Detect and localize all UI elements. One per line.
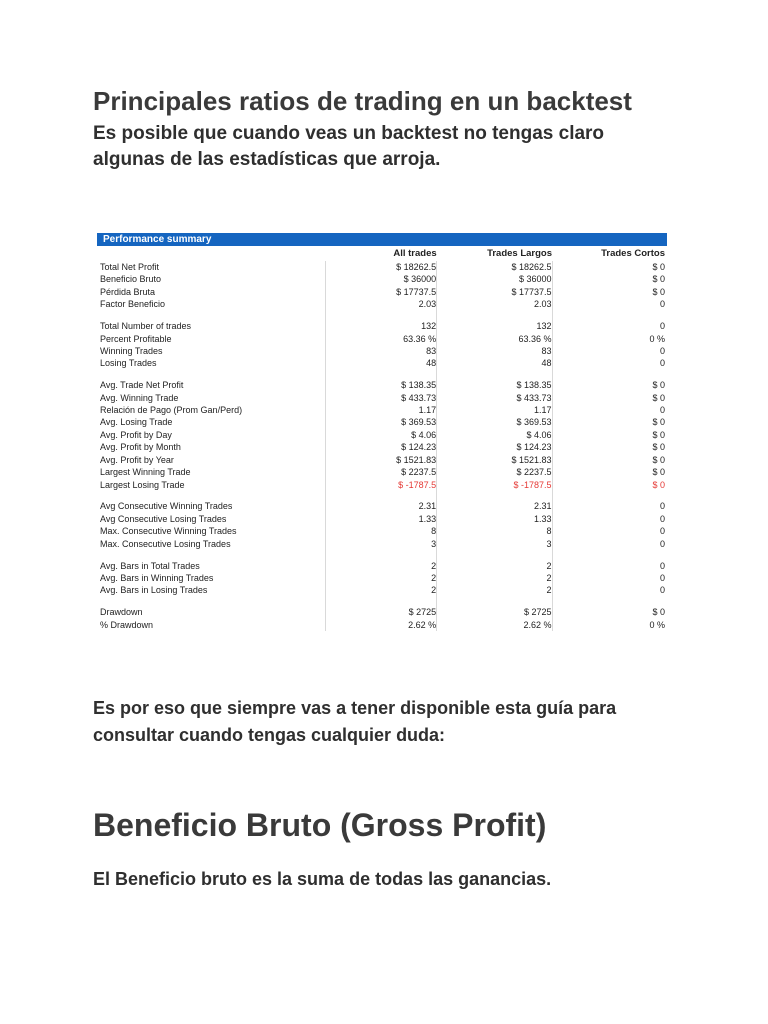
table-row — [97, 441, 667, 453]
cell-trades-largos: 3 — [437, 538, 552, 550]
table-row — [97, 560, 667, 572]
table-row — [97, 345, 667, 357]
cell-trades-largos: $ 17737.5 — [437, 286, 552, 298]
table-row — [97, 454, 667, 466]
cell-trades-cortos: $ 0 — [552, 606, 667, 618]
table-row — [97, 357, 667, 369]
cell-all-trades: 2.03 — [326, 298, 437, 310]
cell-trades-cortos: $ 0 — [552, 416, 667, 428]
row-label: Avg Consecutive Losing Trades — [100, 513, 227, 524]
cell-trades-largos: $ 4.06 — [437, 429, 552, 441]
group-spacer — [97, 370, 667, 380]
row-label: Drawdown — [100, 607, 143, 618]
cell-trades-largos: 8 — [437, 525, 552, 537]
cell-trades-cortos: 0 — [552, 298, 667, 310]
cell-trades-largos: 2.62 % — [437, 619, 552, 631]
table-row — [97, 416, 667, 428]
cell-trades-cortos: 0 — [552, 584, 667, 596]
table-row — [97, 286, 667, 298]
cell-trades-largos: 48 — [437, 357, 552, 369]
table-row — [97, 606, 667, 618]
column-header-label — [97, 246, 326, 261]
cell-trades-cortos: 0 — [552, 500, 667, 512]
cell-all-trades: $ 18262.5 — [326, 261, 437, 273]
cell-trades-largos: $ 138.35 — [437, 379, 552, 391]
cell-all-trades: $ 138.35 — [326, 379, 437, 391]
row-label: Avg. Bars in Losing Trades — [100, 585, 208, 596]
cell-all-trades: $ 36000 — [326, 273, 437, 285]
page-title: Principales ratios de trading en un backtest — [93, 86, 632, 116]
cell-all-trades: 8 — [326, 525, 437, 537]
cell-trades-cortos: 0 — [552, 404, 667, 416]
intro-paragraph: Es por eso que siempre vas a tener disponible esta guía para consultar cuando tengas cualquier duda: — [93, 698, 617, 745]
cell-trades-cortos: 0 — [552, 320, 667, 332]
row-label: Percent Profitable — [100, 333, 172, 344]
row-label: Beneficio Bruto — [100, 274, 162, 285]
cell-trades-largos: 63.36 % — [437, 333, 552, 345]
row-label: Largest Winning Trade — [100, 467, 191, 478]
cell-trades-cortos: 0 — [552, 513, 667, 525]
cell-trades-largos: $ -1787.5 — [437, 479, 552, 491]
cell-trades-largos: $ 2237.5 — [437, 466, 552, 478]
row-label: Factor Beneficio — [100, 299, 166, 310]
cell-trades-largos: 132 — [437, 320, 552, 332]
section-heading: Beneficio Bruto (Gross Profit) — [93, 807, 547, 843]
cell-trades-largos: $ 36000 — [437, 273, 552, 285]
column-header-trades-largos: Trades Largos — [487, 248, 553, 259]
cell-all-trades: $ 369.53 — [326, 416, 437, 428]
table-row — [97, 619, 667, 631]
row-label: Largest Losing Trade — [100, 479, 185, 490]
cell-trades-cortos: $ 0 — [552, 273, 667, 285]
table-row — [97, 333, 667, 345]
page-subtitle: Es posible que cuando veas un backtest no tengas claro algunas de las estadísticas que arroja. — [93, 123, 605, 170]
cell-all-trades: 3 — [326, 538, 437, 550]
table-row — [97, 429, 667, 441]
cell-trades-largos: $ 124.23 — [437, 441, 552, 453]
row-label: % Drawdown — [100, 619, 154, 630]
row-label: Total Number of trades — [100, 321, 192, 332]
cell-all-trades: 2.31 — [326, 500, 437, 512]
row-label: Relación de Pago (Prom Gan/Perd) — [100, 405, 243, 416]
table-row — [97, 273, 667, 285]
cell-trades-cortos: $ 0 — [552, 286, 667, 298]
row-label: Avg. Bars in Winning Trades — [100, 572, 214, 583]
table-body — [97, 261, 667, 631]
cell-trades-cortos: $ 0 — [552, 392, 667, 404]
group-spacer — [97, 491, 667, 501]
cell-trades-largos: 2.03 — [437, 298, 552, 310]
row-label: Max. Consecutive Losing Trades — [100, 538, 231, 549]
row-label: Avg. Trade Net Profit — [100, 380, 184, 391]
cell-trades-cortos: $ 0 — [552, 261, 667, 273]
cell-all-trades: 1.33 — [326, 513, 437, 525]
row-label: Losing Trades — [100, 358, 157, 369]
cell-trades-largos: $ 2725 — [437, 606, 552, 618]
row-label: Avg. Profit by Day — [100, 429, 172, 440]
group-spacer — [97, 311, 667, 321]
cell-trades-largos: $ 369.53 — [437, 416, 552, 428]
row-label: Avg. Profit by Month — [100, 442, 181, 453]
row-label: Avg. Bars in Total Trades — [100, 560, 200, 571]
cell-trades-largos: 83 — [437, 345, 552, 357]
section-text: El Beneficio bruto es la suma de todas las ganancias. — [93, 869, 552, 889]
cell-all-trades: $ 1521.83 — [326, 454, 437, 466]
cell-all-trades: 2 — [326, 584, 437, 596]
table-row — [97, 320, 667, 332]
group-spacer — [97, 550, 667, 560]
table-row — [97, 572, 667, 584]
cell-trades-cortos: 0 — [552, 538, 667, 550]
cell-all-trades: 2 — [326, 560, 437, 572]
row-label: Avg. Profit by Year — [100, 454, 174, 465]
cell-trades-cortos: 0 — [552, 572, 667, 584]
cell-trades-largos: $ 18262.5 — [437, 261, 552, 273]
table-row — [97, 584, 667, 596]
cell-trades-cortos: 0 — [552, 357, 667, 369]
cell-trades-cortos: 0 — [552, 560, 667, 572]
row-label: Total Net Profit — [100, 262, 160, 272]
cell-all-trades: 1.17 — [326, 404, 437, 416]
cell-all-trades: $ 124.23 — [326, 441, 437, 453]
cell-all-trades: $ 17737.5 — [326, 286, 437, 298]
cell-all-trades: 2 — [326, 572, 437, 584]
row-label: Avg. Losing Trade — [100, 417, 173, 428]
cell-all-trades: $ 2725 — [326, 606, 437, 618]
article-header — [93, 84, 673, 173]
cell-trades-cortos: 0 — [552, 525, 667, 537]
table-row — [97, 466, 667, 478]
performance-summary-table — [97, 246, 667, 631]
column-header-trades-cortos: Trades Cortos — [601, 248, 665, 259]
cell-trades-largos: 1.17 — [437, 404, 552, 416]
cell-all-trades: 2.62 % — [326, 619, 437, 631]
cell-trades-largos: $ 1521.83 — [437, 454, 552, 466]
cell-all-trades: 83 — [326, 345, 437, 357]
table-row — [97, 525, 667, 537]
row-label: Winning Trades — [100, 345, 163, 356]
cell-trades-cortos: 0 % — [552, 619, 667, 631]
cell-all-trades: $ 2237.5 — [326, 466, 437, 478]
row-label: Avg. Winning Trade — [100, 392, 179, 403]
cell-trades-largos: 2.31 — [437, 500, 552, 512]
table-row — [97, 298, 667, 310]
row-label: Pérdida Bruta — [100, 286, 156, 297]
cell-all-trades: 63.36 % — [326, 333, 437, 345]
cell-trades-cortos: $ 0 — [552, 479, 667, 491]
row-label: Avg Consecutive Winning Trades — [100, 501, 233, 512]
cell-trades-largos: 2 — [437, 584, 552, 596]
group-spacer — [97, 597, 667, 607]
cell-trades-cortos: $ 0 — [552, 379, 667, 391]
cell-all-trades: 48 — [326, 357, 437, 369]
table-row — [97, 538, 667, 550]
cell-all-trades: $ 4.06 — [326, 429, 437, 441]
table-header-row — [97, 246, 667, 261]
table-row — [97, 261, 667, 273]
table-row — [97, 404, 667, 416]
cell-trades-largos: 1.33 — [437, 513, 552, 525]
cell-trades-cortos: $ 0 — [552, 466, 667, 478]
cell-trades-largos: $ 433.73 — [437, 392, 552, 404]
table-row — [97, 500, 667, 512]
cell-all-trades: $ 433.73 — [326, 392, 437, 404]
table-row — [97, 392, 667, 404]
table-row — [97, 479, 667, 491]
cell-trades-cortos: 0 % — [552, 333, 667, 345]
performance-summary-image — [97, 233, 667, 631]
cell-all-trades: 132 — [326, 320, 437, 332]
performance-summary-header: Performance summary — [97, 233, 667, 246]
cell-trades-cortos: $ 0 — [552, 454, 667, 466]
row-label: Max. Consecutive Winning Trades — [100, 526, 237, 537]
cell-trades-cortos: 0 — [552, 345, 667, 357]
cell-trades-largos: 2 — [437, 560, 552, 572]
cell-trades-cortos: $ 0 — [552, 441, 667, 453]
column-header-all-trades: All trades — [393, 248, 437, 259]
table-row — [97, 513, 667, 525]
cell-all-trades: $ -1787.5 — [326, 479, 437, 491]
table-row — [97, 379, 667, 391]
cell-trades-cortos: $ 0 — [552, 429, 667, 441]
cell-trades-largos: 2 — [437, 572, 552, 584]
